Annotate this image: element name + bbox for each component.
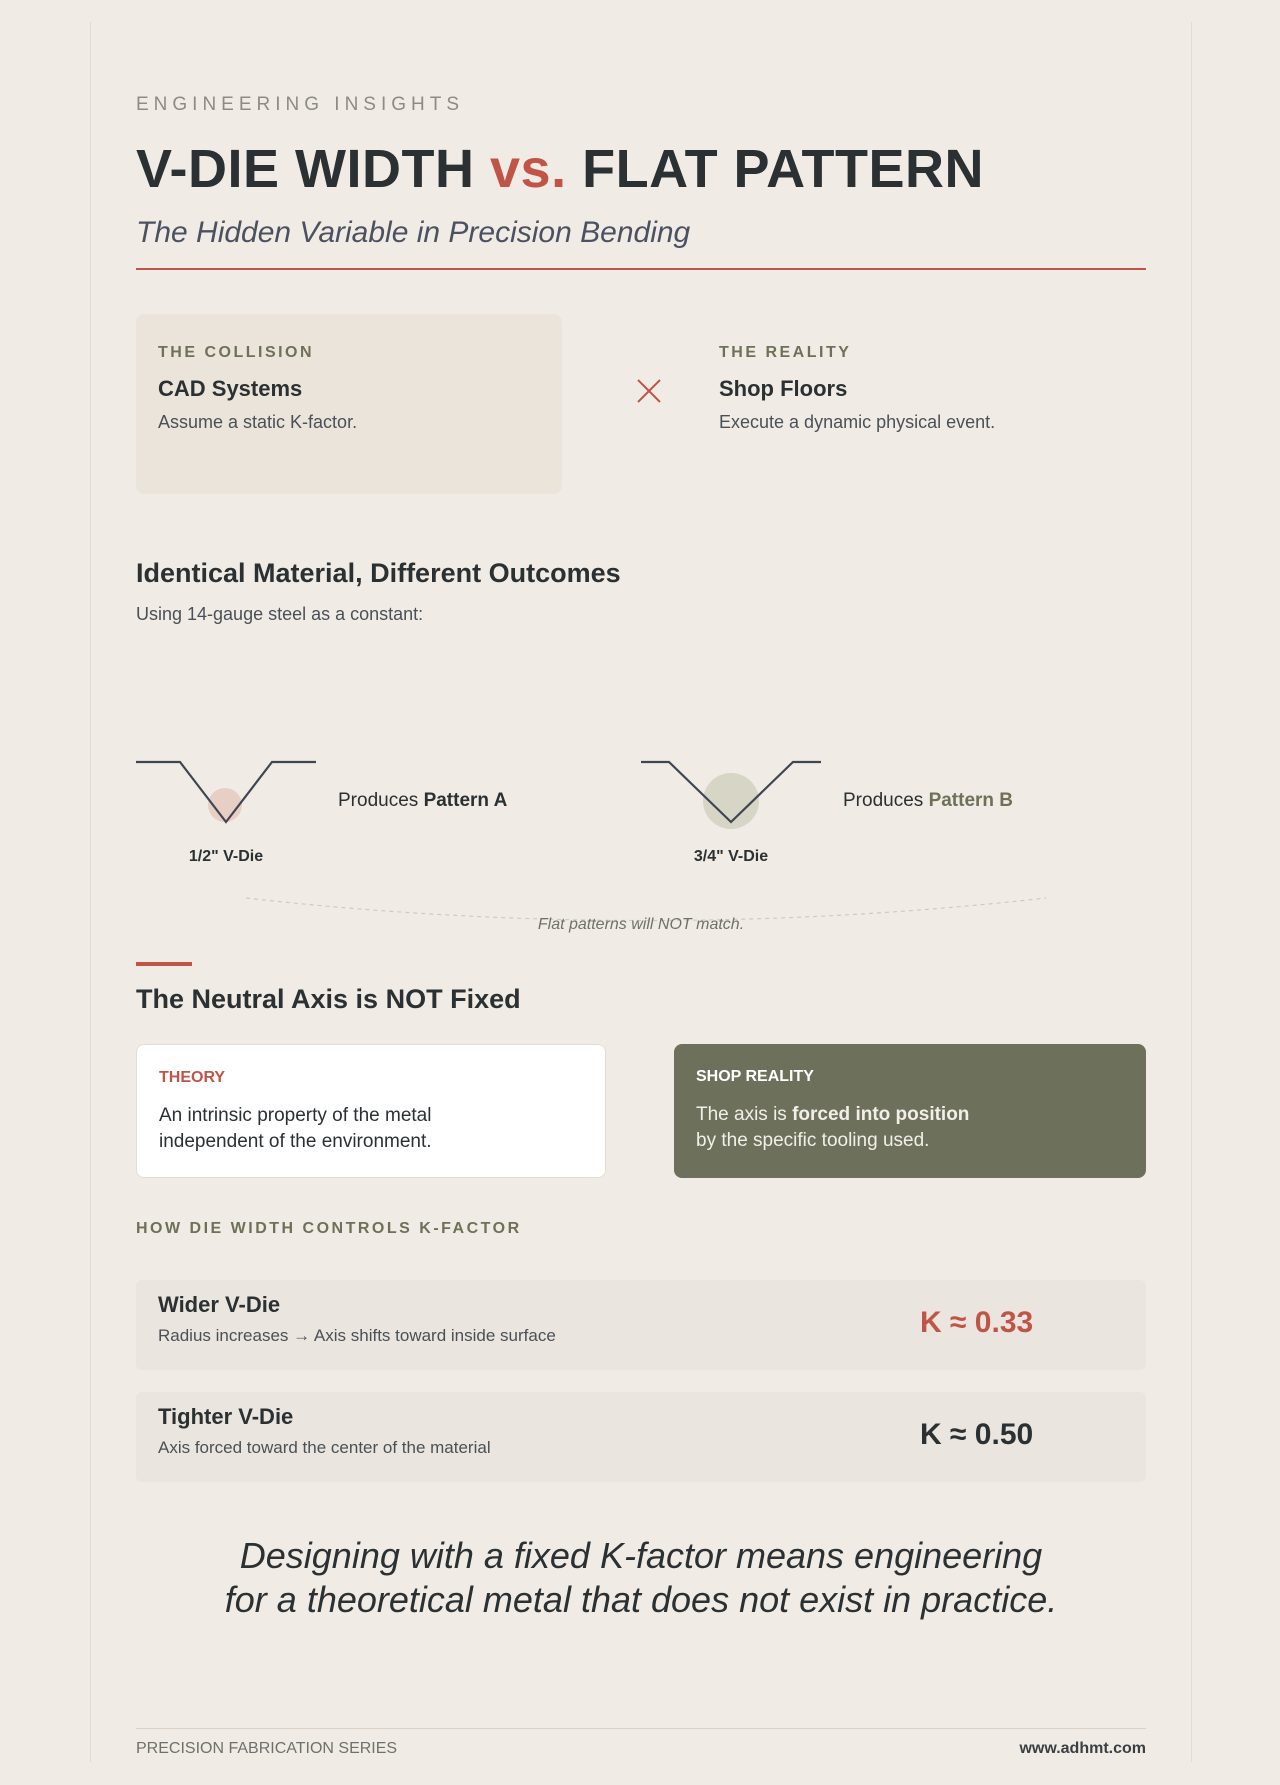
page-frame xyxy=(90,22,1192,1762)
k-row-value: K ≈ 0.50 xyxy=(920,1418,1034,1451)
title-divider xyxy=(136,268,1146,270)
theory-text xyxy=(159,1103,583,1155)
produces-pattern-a xyxy=(338,790,507,812)
pattern-a-label: Pattern A xyxy=(423,790,508,811)
reality-kicker: THE REALITY xyxy=(719,344,852,361)
produces-a-prefix: Produces xyxy=(338,790,419,811)
theory-line-2: independent of the environment. xyxy=(159,1131,432,1152)
collision-heading: CAD Systems xyxy=(158,376,303,401)
shop-reality-kicker: SHOP REALITY xyxy=(696,1068,814,1085)
title-part-1: V-DIE WIDTH xyxy=(136,139,475,199)
collision-card xyxy=(136,314,562,494)
shop-reality-bold: forced into position xyxy=(792,1104,970,1125)
mismatch-note: Flat patterns will NOT match. xyxy=(537,916,745,933)
cross-icon xyxy=(636,378,662,404)
quote-line-2: for a theoretical metal that does not exist in practice. xyxy=(224,1579,1058,1620)
shop-reality-card xyxy=(674,1044,1146,1178)
title-vs: vs. xyxy=(490,139,567,199)
quote-line-1: Designing with a fixed K-factor means engineering xyxy=(239,1535,1043,1576)
v-die-a-diagram xyxy=(136,752,316,832)
theory-line-1: An intrinsic property of the metal xyxy=(159,1105,432,1126)
k-row-value: K ≈ 0.33 xyxy=(920,1306,1034,1339)
k-row-description: Axis forced toward the center of the material xyxy=(158,1438,491,1457)
comparison-title: Identical Material, Different Outcomes xyxy=(136,558,621,588)
k-row-title: Wider V-Die xyxy=(158,1292,281,1317)
footer-series: PRECISION FABRICATION SERIES xyxy=(136,1740,398,1757)
eyebrow: ENGINEERING INSIGHTS xyxy=(136,94,465,115)
k-factor-kicker: HOW DIE WIDTH CONTROLS K-FACTOR xyxy=(136,1220,522,1237)
comparison-subtitle: Using 14-gauge steel as a constant: xyxy=(136,604,424,624)
page-subtitle: The Hidden Variable in Precision Bending xyxy=(136,216,691,249)
title-part-2: FLAT PATTERN xyxy=(582,139,985,199)
shop-reality-text xyxy=(696,1102,1124,1154)
produces-pattern-b xyxy=(843,790,1013,812)
pattern-b-label: Pattern B xyxy=(928,790,1014,811)
v-die-b-label: 3/4" V-Die xyxy=(693,848,769,865)
v-die-a-label: 1/2" V-Die xyxy=(188,848,264,865)
collision-kicker: THE COLLISION xyxy=(158,344,315,361)
k-factor-row xyxy=(136,1392,1146,1482)
neutral-axis-title: The Neutral Axis is NOT Fixed xyxy=(136,984,521,1014)
collision-text: Assume a static K-factor. xyxy=(158,412,358,432)
k-row-description: Radius increases → Axis shifts toward inside surface xyxy=(158,1326,556,1345)
closing-quote xyxy=(136,1534,1146,1622)
footer-divider xyxy=(136,1728,1146,1729)
footer-website-link[interactable]: www.adhmt.com xyxy=(1019,1740,1146,1757)
reality-block xyxy=(719,314,1149,494)
reality-text: Execute a dynamic physical event. xyxy=(719,412,996,432)
v-die-b-diagram xyxy=(641,752,821,832)
k-row-title: Tighter V-Die xyxy=(158,1404,294,1429)
section-accent-bar xyxy=(136,962,192,966)
produces-b-prefix: Produces xyxy=(843,790,924,811)
theory-card xyxy=(136,1044,606,1178)
page-title xyxy=(136,138,984,200)
theory-kicker: THEORY xyxy=(159,1069,226,1086)
shop-reality-pre: The axis is xyxy=(696,1104,793,1125)
k-factor-row xyxy=(136,1280,1146,1370)
shop-reality-line-1 xyxy=(696,1102,1124,1128)
reality-heading: Shop Floors xyxy=(719,376,848,401)
shop-reality-line-2: by the specific tooling used. xyxy=(696,1130,930,1151)
